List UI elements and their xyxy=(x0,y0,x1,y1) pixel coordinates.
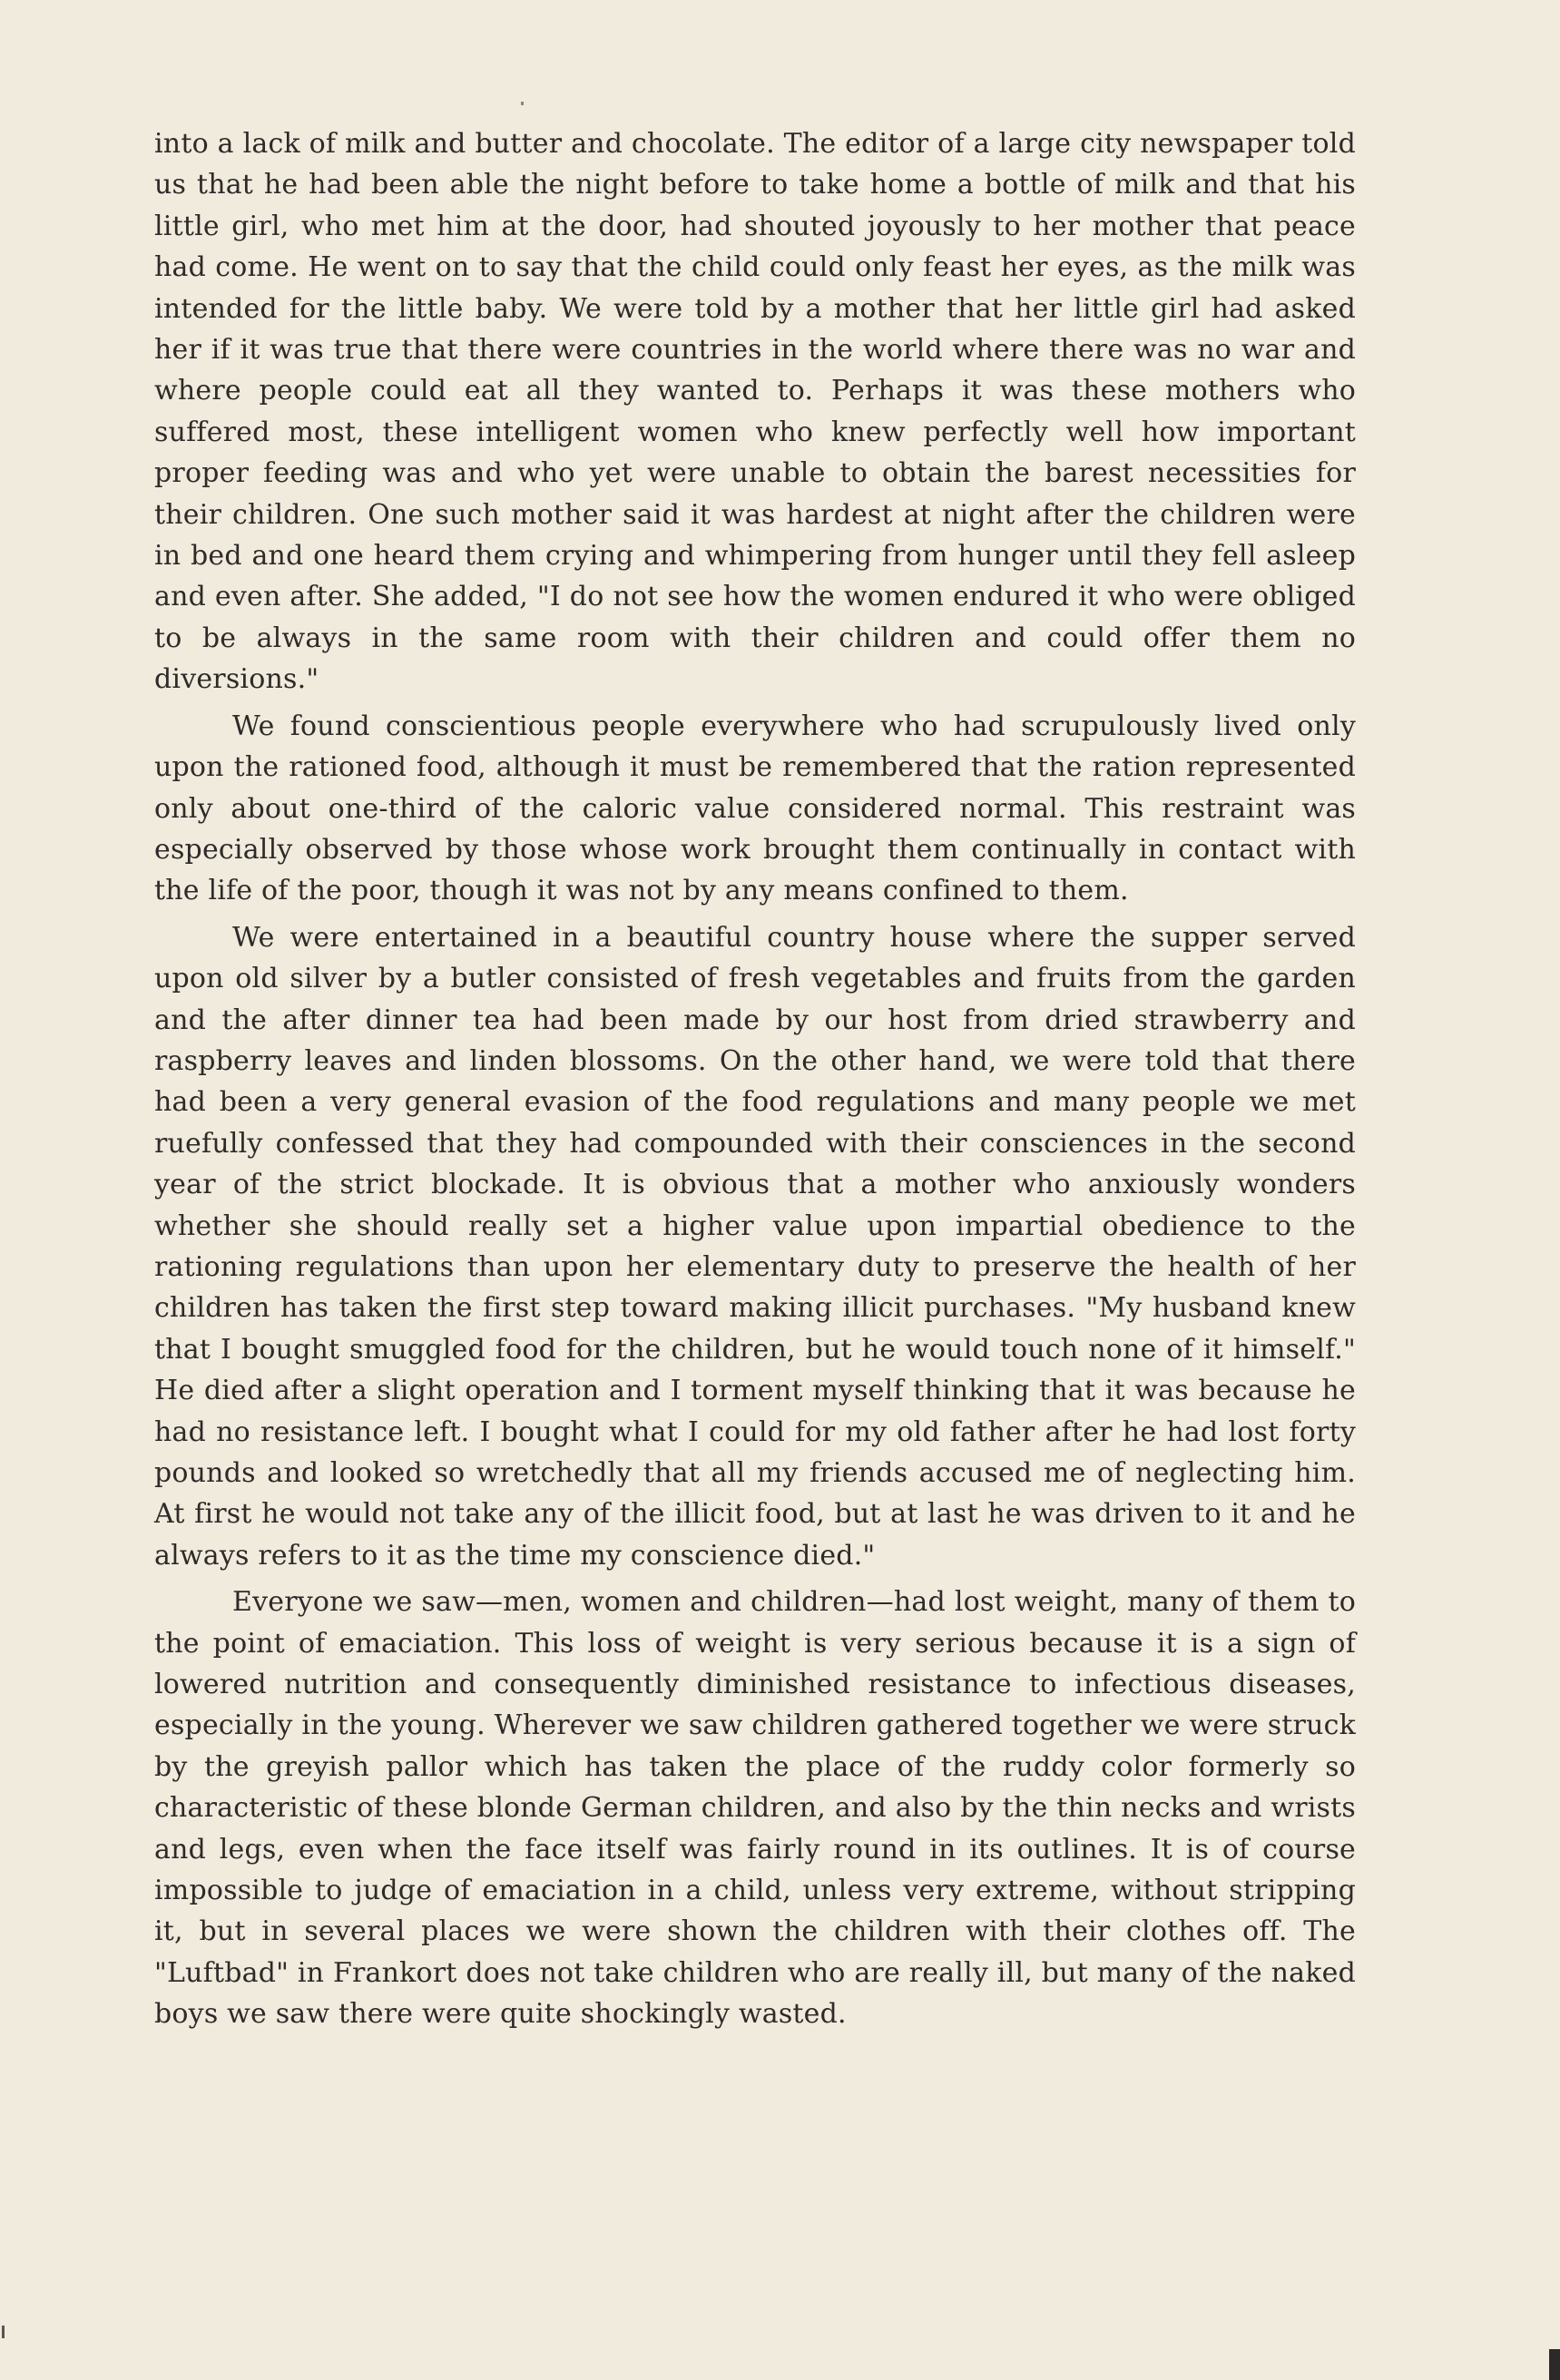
paragraph-2: We found conscientious people everywhere who had scrupulously lived only upon the rationed food, although it must be remembered that the ration represented only about one-third of the caloric value considered normal. This restraint was especially observed by those whose work brought them continually in contact with the life of the poor, though it was not by any means confined to them. xyxy=(154,710,1356,907)
body-text xyxy=(154,123,1356,2035)
scan-speck xyxy=(521,102,524,105)
scan-edge-mark-left xyxy=(2,2326,5,2338)
paragraph-3: We were entertained in a beautiful country house where the supper served upon old silver by a butler consisted of fresh vegetables and fruits from the garden and the after dinner tea had been made by our host from dried strawberry and raspberry leaves and linden blossoms. On the other hand, we were told that there had been a very general evasion of the food regulations and many people we met ruefully confessed that they had compounded with their consciences in the second year of the strict blockade. It is obvious that a mother who anxiously wonders whether she should really set a higher value upon impartial obedience to the rationing regulations than upon her elementary duty to preserve the health of her children has taken the first step toward making illicit purchases. "My husband knew that I bought smuggled food for the children, but he would touch none of it himself." He died after a slight operation and I torment myself thinking that it was because he had no resistance left. I bought what I could for my old father after he had lost forty pounds and looked so wretchedly that all my friends accused me of neglecting him. At first he would not take any of the illicit food, but at last he was driven to it and he always refers to it as the time my conscience died." xyxy=(154,921,1356,1572)
paragraph-1: into a lack of milk and butter and chocolate. The editor of a large city newspaper told us that he had been able the night before to take home a bottle of milk and that his little girl, who met him at the door, had shouted joyously to her mother that peace had come. He went on to say that the child could only feast her eyes, as the milk was intended for the little baby. We were told by a mother that her little girl had asked her if it was true that there were countries in the world where there was no war and where people could eat all they wanted to. Perhaps it was these mothers who suffered most, these intelligent women who knew perfectly well how important proper feeding was and who yet were unable to obtain the barest necessities for their children. One such mother said it was hardest at night after the children were in bed and one heard them crying and whimpering from hunger until they fell asleep and even after. She added, "I do not see how the women endured it who were obliged to be always in the same room with their children and could offer them no diversions." xyxy=(154,128,1356,696)
paragraph-4: Everyone we saw—men, women and children—had lost weight, many of them to the point of emaciation. This loss of weight is very serious because it is a sign of lowered nutrition and consequently diminished resistance to infectious diseases, especially in the young. Wherever we saw children gathered together we were struck by the greyish pallor which has taken the place of the ruddy color formerly so characteristic of these blonde German children, and also by the thin necks and wrists and legs, even when the face itself was fairly round in its outlines. It is of course impossible to judge of emaciation in a child, unless very extreme, without stripping it, but in several places we were shown the children with their clothes off. The "Luftbad" in Frankort does not take children who are really ill, but many of the naked boys we saw there were quite shockingly wasted. xyxy=(154,1586,1356,2031)
scan-edge-mark-right xyxy=(1549,2349,1560,2380)
